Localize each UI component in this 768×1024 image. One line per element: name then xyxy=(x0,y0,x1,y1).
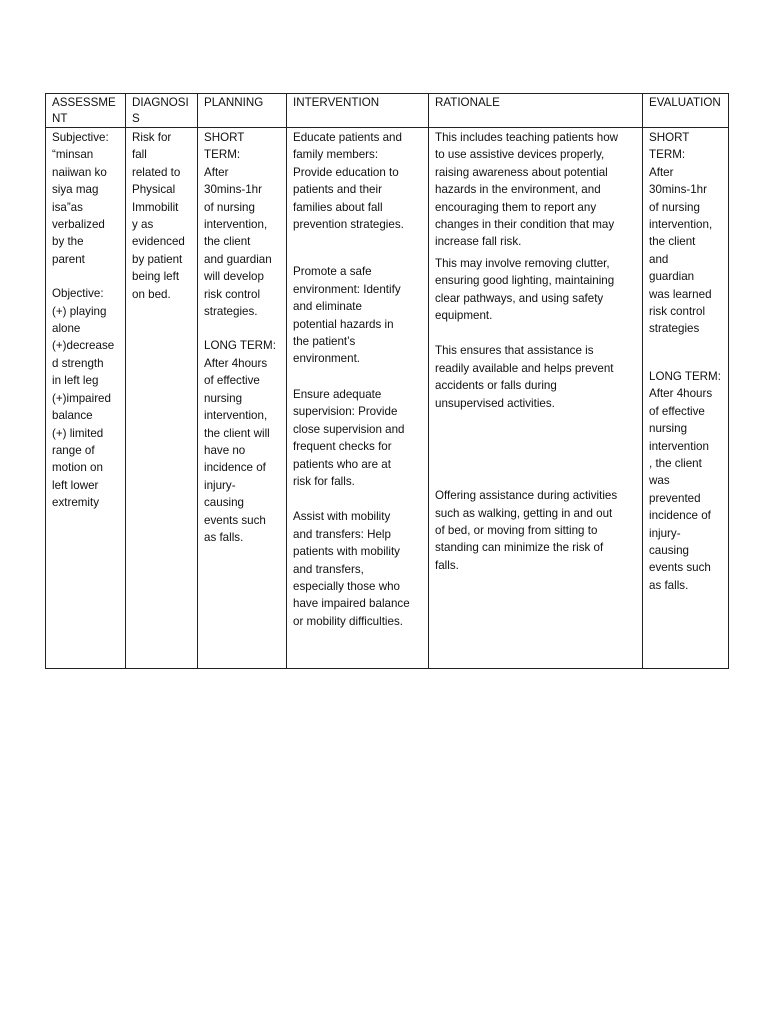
assessment-cell xyxy=(46,128,126,669)
intervention-mobility: Assist with mobility and transfers: Help patients with mobility and transfers, especially those who have impaired balance or mobility difficulties. xyxy=(293,510,410,628)
evaluation-short-term: SHORT TERM: After 30mins-1hr of nursing intervention, the client and guardian was learned risk control strategies xyxy=(649,131,713,336)
header-diagnosis: DIAGNOSI S xyxy=(126,94,198,128)
rationale-supervision: This ensures that assistance is readily available and helps prevent accidents or falls during unsupervised activities. xyxy=(435,344,614,410)
header-rationale: RATIONALE xyxy=(429,94,643,128)
assessment-objective: Objective: (+) playing alone (+)decrease d strength in left leg (+)impaired balance (+) limited range of motion on left lower extremity xyxy=(52,287,115,510)
planning-long-term: LONG TERM: After 4hours of effective nursing intervention, the client will have no incidence of injury- causing events such as falls. xyxy=(204,339,276,544)
rationale-cell xyxy=(429,128,643,669)
assessment-subjective: Subjective: “minsan naiiwan ko siya mag isa”as verbalized by the parent xyxy=(52,131,109,266)
rationale-educate: This includes teaching patients how to use assistive devices properly, raising awareness about potential hazards in the environment, and encouraging them to report any changes in their condition that may increase fall risk. xyxy=(435,131,619,249)
evaluation-long-term: LONG TERM: After 4hours of effective nursing intervention , the client was prevented incidence of injury- causing events such as falls. xyxy=(649,369,721,592)
evaluation-cell xyxy=(643,128,729,669)
intervention-supervision: Ensure adequate supervision: Provide close supervision and frequent checks for patients who are at risk for falls. xyxy=(293,387,405,488)
rationale-safe-environment: This may involve removing clutter, ensuring good lighting, maintaining clear pathways, and using safety equipment. xyxy=(435,256,615,323)
rationale-mobility: Offering assistance during activities such as walking, getting in and out of bed, or moving from sitting to standing can minimize the risk of falls. xyxy=(435,489,618,572)
intervention-educate: Educate patients and family members: Provide education to patients and their families about fall prevention strategies. xyxy=(293,131,404,232)
header-planning: PLANNING xyxy=(198,94,287,128)
planning-short-term: SHORT TERM: After 30mins-1hr of nursing intervention, the client and guardian will develop risk control strategies. xyxy=(204,131,272,319)
planning-cell xyxy=(198,128,287,669)
header-assessment: ASSESSME NT xyxy=(46,94,126,128)
nursing-care-plan-table xyxy=(45,93,729,669)
diagnosis-cell xyxy=(126,128,198,669)
table-header-row xyxy=(46,94,729,128)
header-intervention: INTERVENTION xyxy=(287,94,429,128)
intervention-safe-environment: Promote a safe environment: Identify and eliminate potential hazards in the patient’s environment. xyxy=(293,265,401,366)
header-evaluation: EVALUATION xyxy=(643,94,729,128)
intervention-cell xyxy=(287,128,429,669)
diagnosis-text: Risk for fall related to Physical Immobilit y as evidenced by patient being left on bed. xyxy=(132,131,185,301)
table-row xyxy=(46,128,729,669)
